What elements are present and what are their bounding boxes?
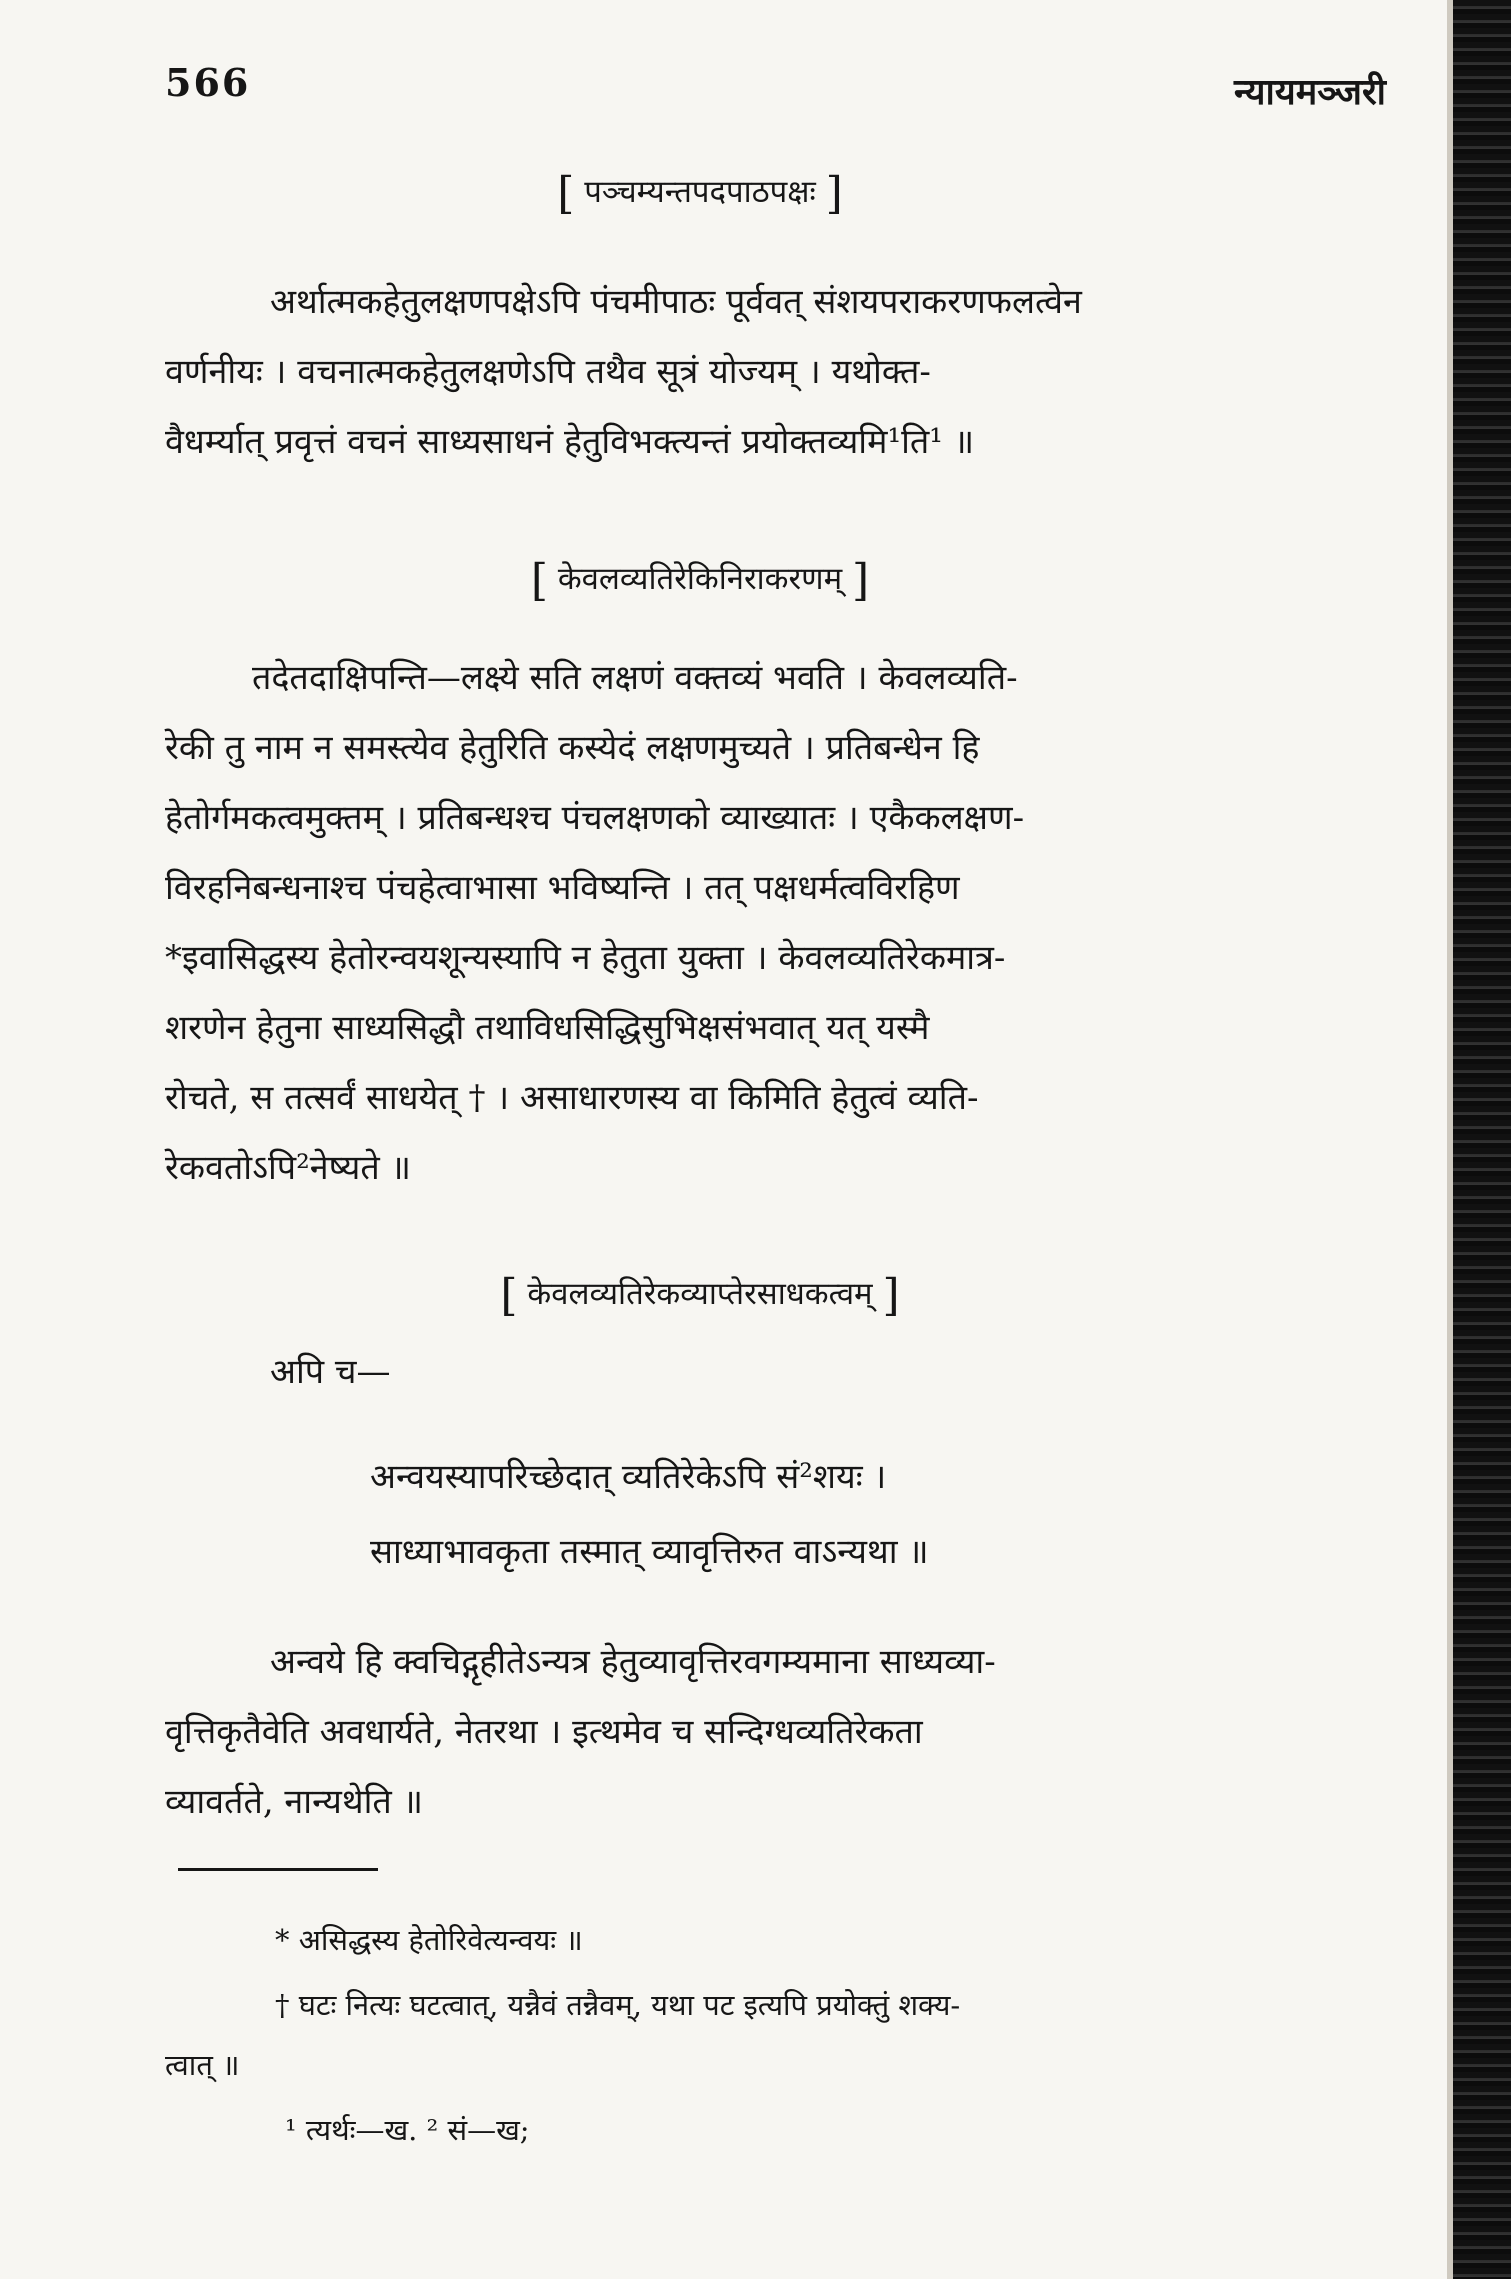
section-heading-1-text: पञ्चम्यन्तपदपाठपक्षः	[584, 174, 816, 210]
paragraph-line: वर्णनीयः । वचनात्मकहेतुलक्षणेऽपि तथैव सूत्रं योज्यम् । यथोक्त-	[165, 352, 931, 392]
footnote: त्वात् ॥	[165, 2048, 240, 2082]
paragraph-line: रेकवतोऽपि²नेष्यते ॥	[165, 1148, 411, 1188]
paragraph-line: व्यावर्तते, नान्यथेति ॥	[165, 1782, 423, 1822]
paragraph-line: वृत्तिकृतैवेति अवधार्यते, नेतरथा । इत्थमेव च सन्दिग्धव्यतिरेकता	[165, 1712, 923, 1752]
footnote: * असिद्धस्य हेतोरिवेत्यन्वयः ॥	[275, 1923, 583, 1957]
paragraph-line: *इवासिद्धस्य हेतोरन्वयशून्यस्यापि न हेतुता युक्ता । केवलव्यतिरेकमात्र-	[165, 938, 1006, 978]
paragraph-line: अन्वये हि क्वचिद्गृहीतेऽन्यत्र हेतुव्यावृत्तिरवगम्यमाना साध्यव्या-	[270, 1642, 996, 1682]
running-head: न्यायमञ्जरी	[1234, 71, 1386, 113]
book-binding-edge	[1453, 0, 1511, 2279]
paragraph-line: अर्थात्मकहेतुलक्षणपक्षेऽपि पंचमीपाठः पूर्ववत् संशयपराकरणफलत्वेन	[270, 282, 1082, 322]
paragraph-line: रेकी तु नाम न समस्त्येव हेतुरिति कस्येदं लक्षणमुच्यते । प्रतिबन्धेन हि	[165, 728, 980, 768]
section-heading-2: [ केवलव्यतिरेकिनिराकरणम् ]	[530, 555, 870, 606]
section-heading-1: [ पञ्चम्यन्तपदपाठपक्षः ]	[557, 168, 843, 219]
paragraph-line: तदेतदाक्षिपन्ति—लक्ष्ये सति लक्षणं वक्तव्यं भवति । केवलव्यति-	[252, 658, 1018, 698]
paragraph-line: शरणेन हेतुना साध्यसिद्धौ तथाविधसिद्धिसुभिक्षसंभवात् यत् यस्मै	[165, 1008, 930, 1048]
page-gutter	[1447, 0, 1453, 2279]
verse-line: साध्याभावकृता तस्मात् व्यावृत्तिरुत वाऽन्यथा ॥	[370, 1532, 929, 1572]
paragraph-line: अपि च—	[270, 1352, 391, 1392]
section-heading-2-text: केवलव्यतिरेकिनिराकरणम्	[557, 561, 843, 597]
paragraph-line: रोचते, स तत्सर्वं साधयेत् † । असाधारणस्य वा किमिति हेतुत्वं व्यति-	[165, 1078, 979, 1118]
section-heading-3: [ केवलव्यतिरेकव्याप्तेरसाधकत्वम् ]	[500, 1270, 900, 1321]
paragraph-line: विरहनिबन्धनाश्च पंचहेत्वाभासा भविष्यन्ति । तत् पक्षधर्मत्वविरहिण	[165, 868, 960, 908]
paragraph-line: वैधर्म्यात् प्रवृत्तं वचनं साध्यसाधनं हेतुविभक्त्यन्तं प्रयोक्तव्यमि¹ति¹ ॥	[165, 422, 975, 462]
page-number: 566	[165, 60, 251, 105]
footnote: ¹ त्यर्थः—ख. ² सं—ख;	[285, 2113, 530, 2147]
verse-line: अन्वयस्यापरिच्छेदात् व्यतिरेकेऽपि सं²शयः ।	[370, 1457, 887, 1497]
footnote: † घटः नित्यः घटत्वात्, यन्नैवं तन्नैवम्, यथा पट इत्यपि प्रयोक्तुं शक्य-	[275, 1988, 961, 2022]
paragraph-line: हेतोर्गमकत्वमुक्तम् । प्रतिबन्धश्च पंचलक्षणको व्याख्यातः । एकैकलक्षण-	[165, 798, 1025, 838]
footnote-rule	[178, 1868, 378, 1871]
section-heading-3-text: केवलव्यतिरेकव्याप्तेरसाधकत्वम्	[527, 1276, 873, 1312]
